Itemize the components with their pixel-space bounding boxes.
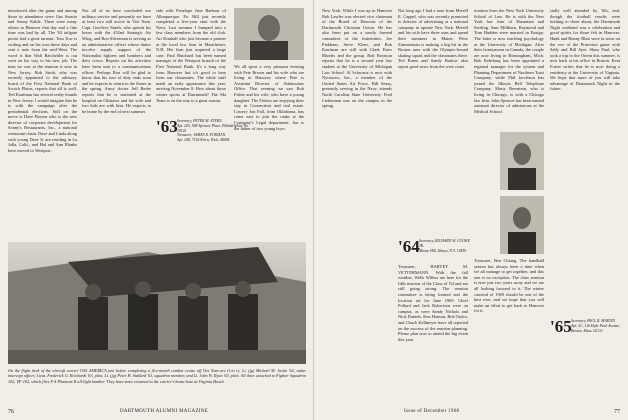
right-col6-text: Treasurer, Ben Chiang. The handball season has always been a time when we all manage to get together, and this one is no exception. The class reunion is now just two years away and we are all looking forward to it. The winter carnival of 1969 should be one of the best ever, and we hope that you will make an effort to get back to Hanover for it. — [474, 258, 544, 314]
page-number-left: 76 — [8, 409, 14, 415]
left-column-4 — [234, 64, 304, 238]
class-treasurer: Treasurer, JAMES R. FORMAN — [177, 133, 226, 138]
portrait-image — [234, 8, 304, 60]
class-64-header — [398, 238, 474, 262]
class-address: Apt. 2C, 116 Hyde Park Avenue, Boston, Mass. 02131 — [571, 323, 620, 333]
class-65-header — [550, 318, 626, 348]
class-secretary: Secretary, RICHARD W. COOKE JR. — [419, 239, 470, 248]
class-number: '64 — [398, 237, 420, 256]
class-address: Moose Hill, Ithaca, N.Y. 13850 — [419, 248, 467, 253]
right-column-1 — [322, 8, 392, 393]
right-column-3-bottom — [474, 258, 544, 393]
right-col1-text: New York. While I was up in Hanover Bob Lawler was elected vice chairman of the Board of Deacons of the Dartmouth Christian Union. He has also been put on a newly formed committee of the fraternities. Joe Pinkham, Steve Klem, and Bob Kaufman are still with Clark Estes Rhodes and the group. Bob Boynton reports that he is a second year law student at the University of Michigan Law School. Al Schwartz is now with Nytronics, Inc., a member of the United States Air Force. Bill Seasy, presently serving in the Navy, attends North Carolina State University. Fred Lieberman was on the campus in the spring. — [322, 8, 392, 109]
right-column-2 — [398, 8, 468, 236]
left-column-2 — [82, 8, 151, 238]
left-column-3-bottom — [156, 146, 226, 238]
right-col2-text: Not long ago I had a note from Merrill E. Cappel, who was recently promoted to director of advertising at a national company in upstate New York. Merrill and his wife have three sons and spend their summers in Maine. Peter Zimmerman is making a big hit in the Boston area with the Olympic-bound skating squad and the classmates there. Ted Burns and Sandy Barlow also report good news from the west coast. — [398, 8, 468, 69]
portrait-photo-2 — [500, 132, 544, 190]
magazine-footer: DARTMOUTH ALUMNI MAGAZINE — [120, 409, 209, 414]
issue-footer: Issue of December 1968 — [404, 409, 460, 414]
left-col3-filler — [156, 146, 226, 152]
aircraft-carrier-photo — [8, 242, 306, 364]
right-column-4 — [550, 8, 620, 280]
portrait-photo-1 — [234, 8, 304, 60]
class-secretary: Secretary, PETER M. STERN — [177, 119, 222, 123]
class-address: Apt. 205, 908 Spencer Place, Philadelphia, Pa. 19141 — [177, 123, 249, 133]
portrait-image — [500, 196, 544, 254]
carrier-deck-image — [8, 242, 306, 364]
page-number-right: 77 — [614, 409, 620, 415]
portrait-image — [500, 132, 544, 190]
right-column-2-bottom — [398, 264, 468, 393]
right-column-3 — [474, 8, 544, 128]
portrait-photo-3 — [500, 196, 544, 254]
left-col4-text: We all sport a very pleasant evening with Pete Brown and his wife who are living in Hanover, where Pete is Assistant Director of Admissions Office. That evening we saw Bob Fisher and his wife, who have a young daughter. The Fishers are enjoying their stay in Connecticut and real estate. Lowery Jon Fall, from Oklahoma, has come east to join the ranks at the Company's Legal department. Jon is the father of two young boys. — [234, 64, 304, 131]
photo-caption: On the flight deck of the aircraft carrier USS AMERICA just before completing a five-month combat cruise off Viet Nam are (l to r): Lt. (jg) Michael M. Joslin '62, radar intercept officer, Lieut. Frederick G. Reichardt '63, pilot, Lt. (jg) Peter H. Stallard '61, squadron member, and Lt. John W. Ryan '63, pilot. All three attached to Fighter Squadron 102, VF-102, which flies F-4 Phantom II all-light bomber. They have since returned to the carrier's home base at Virginia Beach. — [8, 368, 306, 384]
class-number: '65 — [550, 317, 572, 336]
class-secretary-info — [419, 239, 471, 253]
class-number: '63 — [156, 117, 178, 136]
left-col2-text: Not all of us have concluded our military service and presently we have at least two still active in Viet Nam. Capt. Geoffrey Smith, who spends his hours with the 452nd Strategic Air Wing, and Ron Silverman is serving as an administrative officer whose duties involve supply support of the Nationalist fighters and bombers and their crews. Reports on his activities have been sent to a communications officer. Perhaps Ron will be glad to know that his tour of duty ends soon and he expects to return to the States in the spring. Army doctor Jeff Reder reports that he is stationed at the hospital on Okinawa and his wife and two kids are with him. He expects to be home by the end of next summer. — [82, 8, 151, 114]
right-col3-text: Treasurer, HARVEY M. VETTERMANN. With the fall weather, Wells Wilbur are here for the fifth reunion of the Class of '64 and are still going strong. The reunion committee is being formed and the location set for June 1969. Chief Pollard and Jack Robertson were on campus, as were Sandy Nichols and Nick Daniels. Ken Hanson, Bob Taylor, and Chuck Kellmeyer have all reported on the success of the reunion planning. Please plan now to attend the big event this year. — [398, 264, 468, 342]
right-page — [314, 0, 628, 420]
left-col3-text: side with Penelope Jane Barbour of Albuquerque. Pa. Bill just recently completed a five-year stint with the Navy. Last summer I bumped into a few class members from the old club. Art Kimball who just became a partner at the local law firm in Manchester, N.H. His firm just acquired a large case. Paul Butchard has been named manager of the Westport branch of the First National Bank. It's a long way from Hanover but it's good to hear from our classmates. The white stuff made an early appearance this year, arriving November 8. How about those winter sports at Dartmouth? The Ski Team is on the way to a great season. — [156, 8, 226, 103]
right-col4-text: tiontion from the New York University School of Law. He is with the New York law firm of Shearman and Sterling. Sam Millhorn, Raymond and Tom Hadden were married in Ensign. The latter is now teaching psychology at the University of Michigan. After their honeymoon in Canada, the couple are now living in Birmingham, Mich. Bob Kehrburg has been appointed a regional manager for the system and Planning Department of Northern Trust Company, while Phil Jacobson has joined the Illinois Bell Telephone Company. Marty Bernstein, who is living in Chicago, is with a Chicago law firm. John Spencer has been named assistant director of admissions at the Medical School. — [474, 8, 544, 114]
left-column-3-top — [156, 8, 226, 110]
left-col1-text: introduced after the game and among those in attendance were Gus Swartz and Sonny Kahle. There were many others in Hanover that day and a fine time was had by all. The '63 tailgate picnic had a great turnout. Tom Tow is writing and on his own these days and sent a note from the mid-West. The word is that Walt Batchelder is out west on his way to his new job. The man we saw at the reunion is now in New Jersey. Bob Stroh, who was recently appointed to the advisory board of the First National Bank of Scotch Plains, reports that all is well. Ted Kaufman has several realty brands in New Jersey. I would imagine that he is with the campaign after the presidential elections. Still on the move is Dave Bowen who is the new director of corporate development for Sonny's Restaurants, Inc., a national restaurant chain. Dave and Linda along with young Dave Jr. are residing in La Jolla, Calif., and Hal and Ann Blanks have moved to Westport. — [8, 8, 77, 153]
class-treasurer-address: Apt. 208, 7136 Kirra, Wick, 48084 — [177, 138, 230, 143]
class-secretary: Secretary, PAUL R. MARTIN — [571, 319, 615, 323]
right-col5-text: stally well attended by '65s, and, though the football results were nothing to cheer about, the Dartmouth Night weekend was a celebration and good spirits for those felt in Hanover. Hank and Bunny Blair were in town on the eve of the Princeton game with Sally and Bill Ayer. Shaw Paul, who took a trip to the Orient this summer, is now back at his office in Boston. Kent Foster writes that he is now doing a residency at the University of Virginia. We hope that more of you will take advantage of Dartmouth Night in the future. — [550, 8, 620, 92]
class-secretary-info — [571, 319, 623, 333]
left-column-1 — [8, 8, 77, 238]
